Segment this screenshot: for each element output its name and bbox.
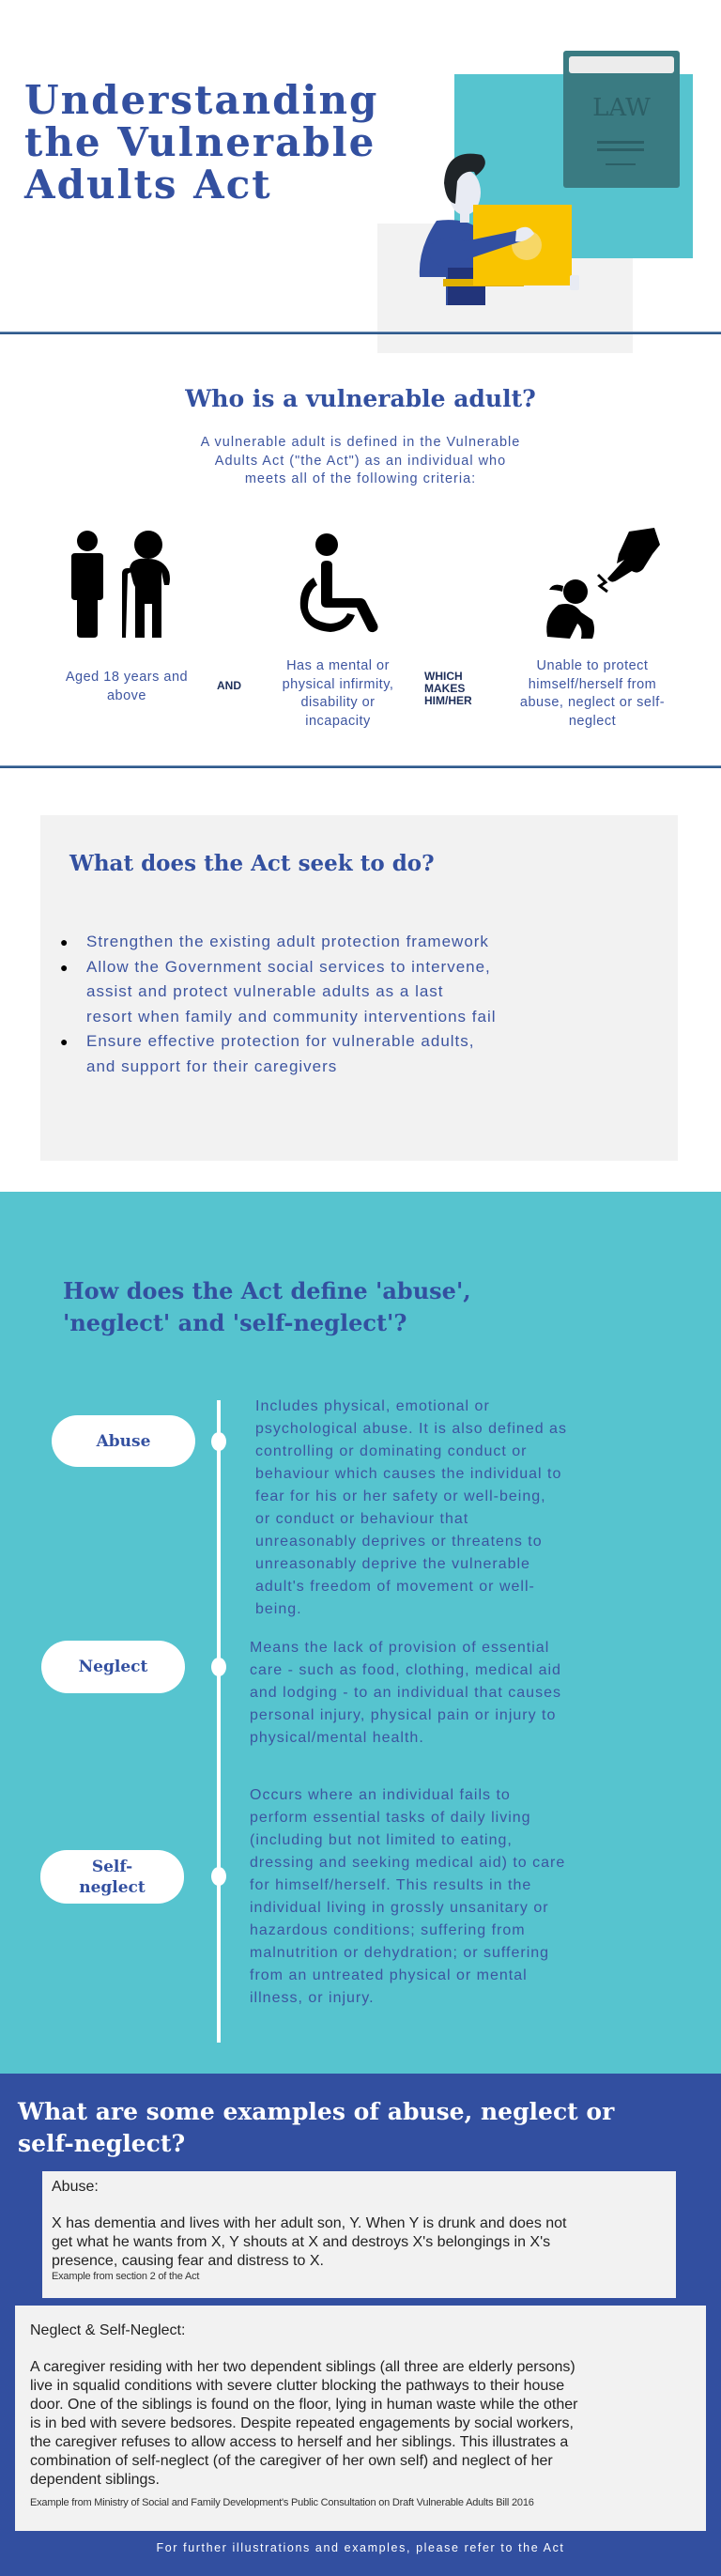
definition-self-neglect xyxy=(250,1784,691,2010)
example-card-neglect xyxy=(15,2306,706,2531)
definition-line: physical/mental health. xyxy=(250,1730,424,1746)
definition-line: for himself/herself. This results in the xyxy=(250,1877,532,1893)
list-item xyxy=(60,930,661,955)
list-item xyxy=(60,955,661,1030)
timeline-dot xyxy=(211,1432,226,1451)
definition-line: care - such as food, clothing, medical aid xyxy=(250,1662,561,1678)
list-item-line: assist and protect vulnerable adults as a last xyxy=(86,982,444,1000)
description-line: A vulnerable adult is defined in the Vulnerable xyxy=(200,435,521,450)
timeline-dot xyxy=(211,1867,226,1886)
adult-and-elderly-icon xyxy=(68,531,190,639)
list-item-line: Strengthen the existing adult protection framework xyxy=(86,933,489,950)
timeline-dot xyxy=(211,1658,226,1676)
definition-line: behaviour which causes the individual to xyxy=(255,1466,562,1482)
definition-line: from an untreated physical or mental xyxy=(250,1967,528,1983)
example-line: combination of self-neglect (of the caregiver of her own self) and neglect of her xyxy=(30,2453,553,2469)
definition-line: Means the lack of provision of essential xyxy=(250,1640,550,1656)
footer-note: For further illustrations and examples, please refer to the Act xyxy=(156,2541,565,2554)
definition-line: or conduct or behaviour that xyxy=(255,1511,469,1527)
definition-line: controlling or dominating conduct or xyxy=(255,1443,528,1459)
abused-person-icon xyxy=(540,526,667,643)
law-book-pages xyxy=(569,56,674,73)
who-section-title: Who is a vulnerable adult? xyxy=(185,385,536,412)
example-line: get what he wants from X, Y shouts at X and destroys X's belongings in X's xyxy=(52,2234,551,2250)
person-with-folder-icon xyxy=(408,136,596,305)
criterion-line: abuse, neglect or self- xyxy=(519,695,666,710)
connector-line: HIM/HER xyxy=(424,694,472,707)
definition-line: Includes physical, emotional or xyxy=(255,1398,490,1414)
title-line: What are some examples of abuse, neglect or xyxy=(18,2098,615,2125)
definition-line: hazardous conditions; suffering from xyxy=(250,1922,526,1938)
connector-and: AND xyxy=(217,679,241,692)
example-source: Example from Ministry of Social and Family Development's Public Consultation on Draft Vulnerable Adults Bill 2016 xyxy=(30,2497,534,2508)
term-label: Abuse xyxy=(96,1431,151,1451)
bullet-icon: ● xyxy=(60,1034,69,1049)
definition-line: psychological abuse. It is also defined as xyxy=(255,1421,567,1437)
list-item-line: resort when family and community interventions fail xyxy=(86,1007,497,1026)
book-line xyxy=(597,148,644,151)
definition-line: individual living in grossly unsanitary or xyxy=(250,1900,549,1916)
title-line: How does the Act define 'abuse', xyxy=(63,1277,471,1304)
criterion-line: incapacity xyxy=(305,713,371,729)
definition-line: illness, or injury. xyxy=(250,1990,375,2006)
title-line: Adults Act xyxy=(24,162,272,208)
definition-abuse xyxy=(255,1396,687,1621)
title-line: the Vulnerable xyxy=(24,119,376,165)
example-heading: Abuse: xyxy=(52,2179,99,2195)
connector-line: MAKES xyxy=(424,682,466,695)
definition-line: being. xyxy=(255,1601,302,1617)
definition-line: fear for his or her safety or well-being, xyxy=(255,1489,546,1504)
criterion-line: above xyxy=(106,687,146,703)
list-item-line: Allow the Government social services to intervene, xyxy=(86,957,491,976)
definition-line: adult's freedom of movement or well- xyxy=(255,1579,535,1595)
section-divider xyxy=(0,765,721,768)
example-body xyxy=(52,2214,676,2271)
page-title xyxy=(24,79,400,206)
list-item xyxy=(60,1029,661,1079)
definition-line: unreasonably deprives or threatens to xyxy=(255,1534,543,1550)
term-pill-abuse xyxy=(52,1415,195,1467)
criterion-line: Unable to protect xyxy=(536,658,649,673)
book-line xyxy=(597,141,644,144)
definition-neglect xyxy=(250,1637,691,1750)
criterion-line: Has a mental or xyxy=(286,658,390,673)
term-pill-neglect xyxy=(41,1641,185,1693)
wheelchair-icon xyxy=(297,532,381,636)
example-card-abuse xyxy=(42,2171,676,2298)
example-source: Example from section 2 of the Act xyxy=(52,2271,200,2282)
example-line: door. One of the siblings is found on the floor, lying in human waste while the other xyxy=(30,2397,578,2413)
list-item-line: and support for their caregivers xyxy=(86,1057,338,1075)
definition-line: malnutrition or dehydration; or suffering xyxy=(250,1945,550,1961)
title-line: self-neglect? xyxy=(18,2130,186,2157)
example-line: X has dementia and lives with her adult son, Y. When Y is drunk and does not xyxy=(52,2215,567,2231)
definition-line: and lodging - to an individual that causes xyxy=(250,1685,561,1701)
term-label: neglect xyxy=(79,1877,146,1897)
definition-line: Occurs where an individual fails to xyxy=(250,1787,511,1803)
criterion-line: physical infirmity, xyxy=(282,676,394,692)
act-purpose-list xyxy=(60,930,661,1079)
bullet-icon: ● xyxy=(60,934,69,949)
act-purpose-title: What does the Act seek to do? xyxy=(69,851,435,876)
who-description xyxy=(160,434,561,489)
book-line xyxy=(606,163,636,165)
connector-which-makes xyxy=(424,671,472,707)
definition-line: personal injury, physical pain or injury to xyxy=(250,1707,557,1723)
term-pill-self-neglect xyxy=(40,1850,184,1904)
term-label: Neglect xyxy=(78,1658,148,1676)
examples-title xyxy=(18,2096,713,2160)
example-body xyxy=(30,2358,706,2490)
timeline-line xyxy=(217,1400,221,2043)
definition-line: unreasonably deprive the vulnerable xyxy=(255,1556,530,1572)
example-line: presence, causing fear and distress to X. xyxy=(52,2253,324,2269)
criterion-line: disability or xyxy=(300,695,376,710)
example-line: live in squalid conditions with severe clutter blocking the pathways to their house xyxy=(30,2378,565,2394)
section-divider xyxy=(0,332,721,334)
bullet-icon: ● xyxy=(60,959,69,975)
criterion-line: neglect xyxy=(568,713,617,729)
example-line: the caregiver refuses to allow access to herself and her siblings. This illustrates a xyxy=(30,2434,569,2450)
description-line: Adults Act ("the Act") as an individual who xyxy=(214,453,507,469)
connector-line: WHICH xyxy=(424,670,463,683)
criterion-disability xyxy=(263,657,413,731)
definition-line: perform essential tasks of daily living xyxy=(250,1810,531,1826)
example-heading: Neglect & Self-Neglect: xyxy=(30,2322,186,2338)
criterion-age xyxy=(56,669,197,705)
example-line: dependent siblings. xyxy=(30,2472,160,2488)
description-line: meets all of the following criteria: xyxy=(244,471,477,486)
title-line: Understanding xyxy=(24,77,379,123)
list-item-line: Ensure effective protection for vulnerable adults, xyxy=(86,1032,475,1050)
example-line: A caregiver residing with her two dependent siblings (all three are elderly persons) xyxy=(30,2359,575,2375)
criterion-line: Aged 18 years and xyxy=(65,670,189,685)
term-label: Self- xyxy=(91,1857,133,1876)
law-book-label: LAW xyxy=(592,94,651,122)
definitions-title xyxy=(63,1275,626,1339)
criterion-line: himself/herself from xyxy=(528,676,657,692)
example-line: is in bed with severe bedsores. Despite repeated engagements by social workers, xyxy=(30,2415,574,2431)
definition-line: (including but not limited to eating, xyxy=(250,1832,513,1848)
criterion-unable-to-protect xyxy=(503,657,682,731)
title-line: 'neglect' and 'self-neglect'? xyxy=(63,1309,407,1336)
definition-line: dressing and seeking medical aid) to care xyxy=(250,1855,566,1871)
